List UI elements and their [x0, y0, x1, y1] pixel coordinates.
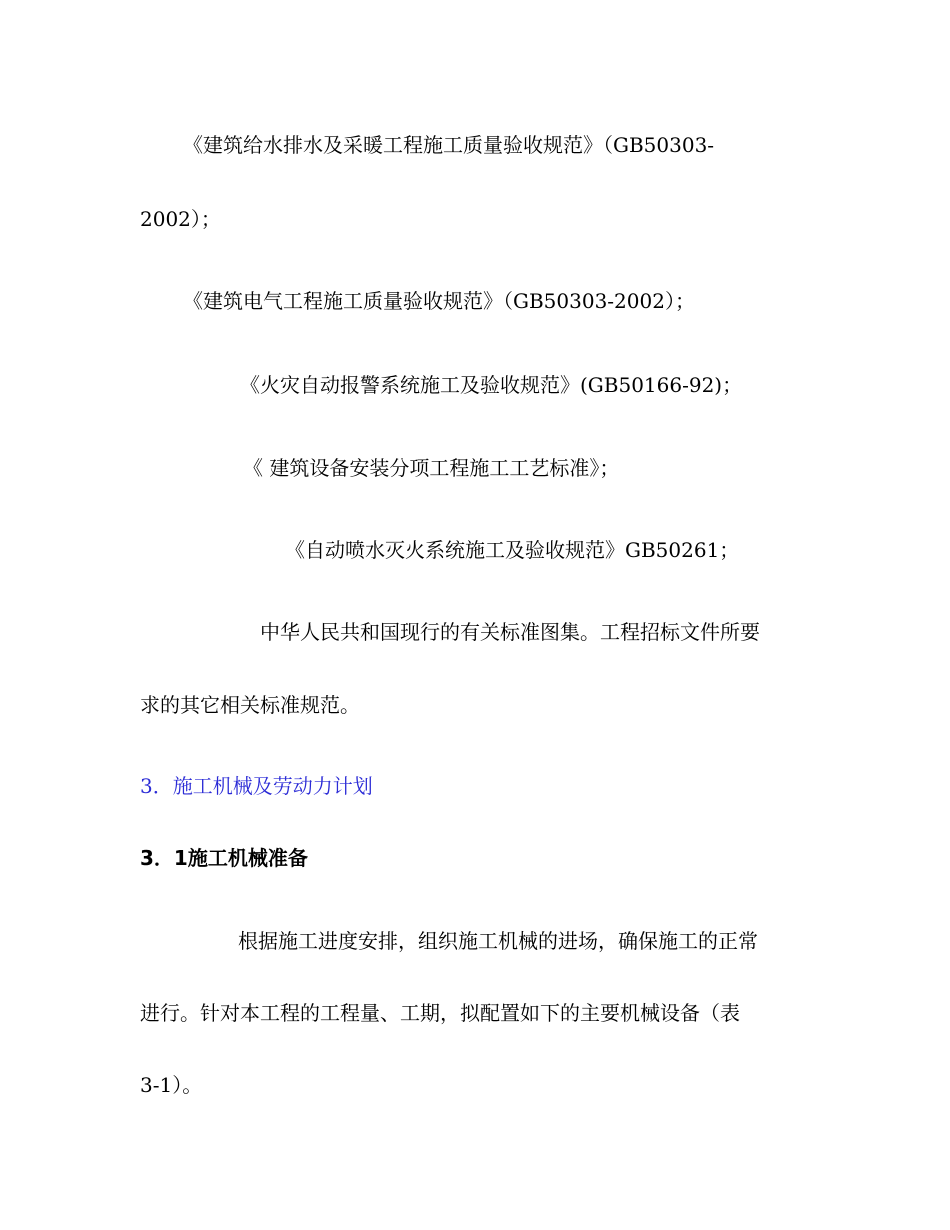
standard-item-1-line-2: 2002）；	[140, 207, 221, 231]
machinery-paragraph-line-2: 进行。针对本工程的工程量、工期，拟配置如下的主要机械设备（表	[140, 1001, 740, 1025]
standard-item-5: 《自动喷水灭火系统施工及验收规范》GB50261；	[285, 538, 740, 562]
section-heading[interactable]: 3．施工机械及劳动力计划	[140, 774, 373, 798]
standard-item-1-line-1: 《建筑给水排水及采暖工程施工质量验收规范》（GB50303-	[183, 133, 715, 157]
subsection-heading: 3．1施工机械准备	[140, 846, 308, 870]
standard-item-4: 《 建筑设备安装分项工程施工工艺标准》；	[243, 456, 620, 480]
atlas-note-line-1: 中华人民共和国现行的有关标准图集。工程招标文件所要	[260, 620, 760, 644]
machinery-paragraph-line-3: 3-1）。	[140, 1073, 203, 1097]
standard-item-3: 《火灾自动报警系统施工及验收规范》(GB50166-92)；	[240, 373, 743, 397]
standard-item-2: 《建筑电气工程施工质量验收规范》（GB50303-2002）；	[183, 289, 695, 313]
atlas-note-line-2: 求的其它相关标准规范。	[140, 693, 360, 717]
machinery-paragraph-line-1: 根据施工进度安排，组织施工机械的进场，确保施工的正常	[238, 929, 758, 953]
